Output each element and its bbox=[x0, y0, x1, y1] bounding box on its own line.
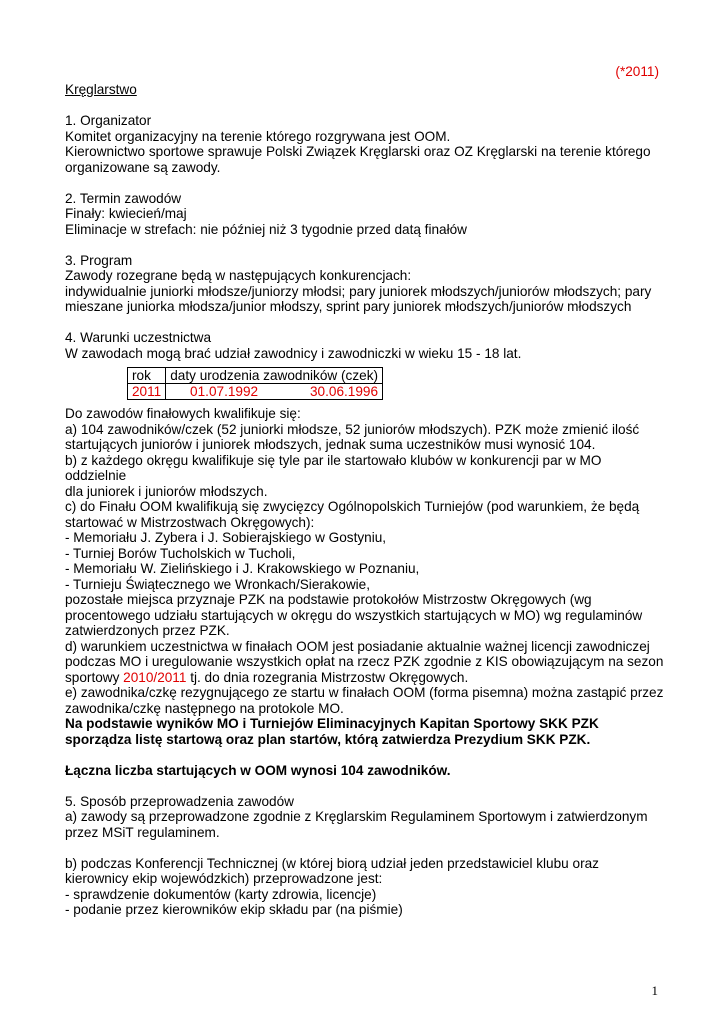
text-line: d) warunkiem uczestnictwa w finałach OOM jest posiadanie aktualnie ważnej licencji zawodniczej bbox=[65, 638, 650, 654]
section-heading: 4. Warunki uczestnictwa bbox=[65, 330, 212, 345]
text-line: organizowane są zawody. bbox=[65, 159, 221, 175]
section-heading: 2. Termin zawodów bbox=[65, 190, 182, 206]
text-line: zawodnika/czkę następnego na protokole MO. bbox=[65, 700, 344, 716]
birth-dates-table bbox=[127, 367, 383, 400]
section-organizer bbox=[65, 113, 665, 175]
text-line: e) zawodnika/czkę rezygnującego ze startu w finałach OOM (forma pisemna) można zastąpić przez bbox=[65, 685, 664, 700]
text-line: dla juniorek i juniorów młodszych. bbox=[65, 483, 268, 499]
text-line: mieszane juniorka młodsza/junior młodszy, sprint pary juniorek młodszych/juniorów młodszych bbox=[65, 299, 632, 314]
section-schedule bbox=[65, 191, 665, 238]
text-line: procentowego udziału startujących w okręgu do wszystkich startujących w MO) wg regulaminów bbox=[65, 607, 643, 623]
section-program bbox=[65, 253, 665, 315]
text-line: Komitet organizacyjny na terenie którego rozgrywana jest OOM. bbox=[65, 128, 451, 144]
bold-statement: Na podstawie wyników MO i Turniejów Eliminacyjnych Kapitan Sportowy SKK PZK bbox=[65, 716, 599, 731]
bold-statement: sporządza listę startową oraz plan startów, którą zatwierdza Prezydium SKK PZK. bbox=[65, 731, 591, 747]
page-number: 1 bbox=[651, 982, 658, 998]
text-line: b) z każdego okręgu kwalifikuje się tyle par ile startowało klubów w konkurencji par w MO oddzielnie bbox=[65, 452, 602, 483]
text-line: b) podczas Konferencji Technicznej (w której biorą udział jeden przedstawiciel klubu oraz bbox=[65, 855, 599, 871]
list-item: - Memoriału J. Zybera i J. Sobierajskiego w Gostyniu, bbox=[65, 530, 387, 545]
text-line: a) zawody są przeprowadzone zgodnie z Kręglarskim Regulaminem Sportowym i zatwierdzonym bbox=[65, 809, 648, 824]
table-cell-od: 01.07.1992 bbox=[166, 384, 282, 400]
list-item: - sprawdzenie dokumentów (karty zdrowia, licencje) bbox=[65, 886, 377, 902]
text-segment: tj. do dnia rozegrania Mistrzostw Okręgowych. bbox=[186, 669, 469, 685]
text-line: Do zawodów finałowych kwalifikuje się: bbox=[65, 406, 301, 421]
text-line: startujących juniorów i juniorek młodszych, jednak suma uczestników musi wynosić 104. bbox=[65, 437, 596, 452]
table-header-daty: daty urodzenia zawodników (czek) bbox=[166, 368, 383, 384]
section-heading: 5. Sposób przeprowadzenia zawodów bbox=[65, 793, 294, 809]
text-line bbox=[65, 670, 665, 686]
section-heading: 3. Program bbox=[65, 252, 133, 268]
text-line: c) do Finału OOM kwalifikują się zwycięzcy Ogólnopolskich Turniejów (pod warunkiem, że będą bbox=[65, 499, 640, 514]
document-body bbox=[65, 64, 665, 918]
table-header-rok: rok bbox=[128, 368, 166, 384]
list-item: - Memoriału W. Zielińskiego i J. Krakowskiego w Poznaniu, bbox=[65, 561, 420, 576]
text-line: W zawodach mogą brać udział zawodnicy i zawodniczki w wieku 15 - 18 lat. bbox=[65, 345, 522, 361]
section-participation bbox=[65, 330, 665, 778]
section-heading: 1. Organizator bbox=[65, 113, 152, 128]
text-line: startować w Mistrzostwach Okręgowych): bbox=[65, 514, 315, 530]
season-highlight: 2010/2011 bbox=[123, 669, 187, 685]
list-item: - Turniej Borów Tucholskich w Tucholi, bbox=[65, 545, 296, 561]
text-line: indywidualnie juniorki młodsze/juniorzy młodsi; pary juniorek młodszych/juniorów młodszych; pary bbox=[65, 283, 652, 299]
text-line: a) 104 zawodników/czek (52 juniorki młodsze, 52 juniorów młodszych). PZK może zmienić ilość bbox=[65, 421, 640, 437]
text-line: Eliminacje w strefach: nie później niż 3 tygodnie przed datą finałów bbox=[65, 221, 467, 237]
text-segment: sportowy bbox=[65, 669, 124, 685]
list-item: - Turnieju Świątecznego we Wronkach/Sierakowie, bbox=[65, 576, 370, 592]
text-line: Zawody rozegrane będą w następujących konkurencjach: bbox=[65, 268, 412, 283]
document-title: Kręglarstwo bbox=[65, 82, 137, 97]
table-header-row bbox=[128, 368, 383, 384]
table-cell-rok: 2011 bbox=[128, 384, 166, 400]
text-line: zatwierdzonych przez PZK. bbox=[65, 623, 230, 638]
text-line: pozostałe miejsca przyznaje PZK na podstawie protokołów Mistrzostw Okręgowych (wg bbox=[65, 592, 592, 607]
text-line: kierownicy ekip wojewódzkich) przeprowadzone jest: bbox=[65, 871, 383, 886]
list-item: - podanie przez kierowników ekip składu par (na piśmie) bbox=[65, 902, 403, 917]
year-tag: (*2011) bbox=[615, 64, 659, 79]
table-row bbox=[128, 384, 383, 400]
text-line: Finały: kwiecień/maj bbox=[65, 206, 187, 221]
bold-statement: Łączna liczba startujących w OOM wynosi 104 zawodników. bbox=[65, 762, 451, 778]
section-procedure bbox=[65, 794, 665, 918]
text-line: przez MSiT regulaminem. bbox=[65, 824, 220, 840]
table-cell-do: 30.06.1996 bbox=[282, 384, 383, 400]
text-line: Kierownictwo sportowe sprawuje Polski Związek Kręglarski oraz OZ Kręglarski na terenie którego bbox=[65, 144, 651, 159]
text-line: podczas MO i uregulowanie wszystkich opłat na rzecz PZK zgodnie z KIS obowiązującym na sezon bbox=[65, 654, 664, 669]
